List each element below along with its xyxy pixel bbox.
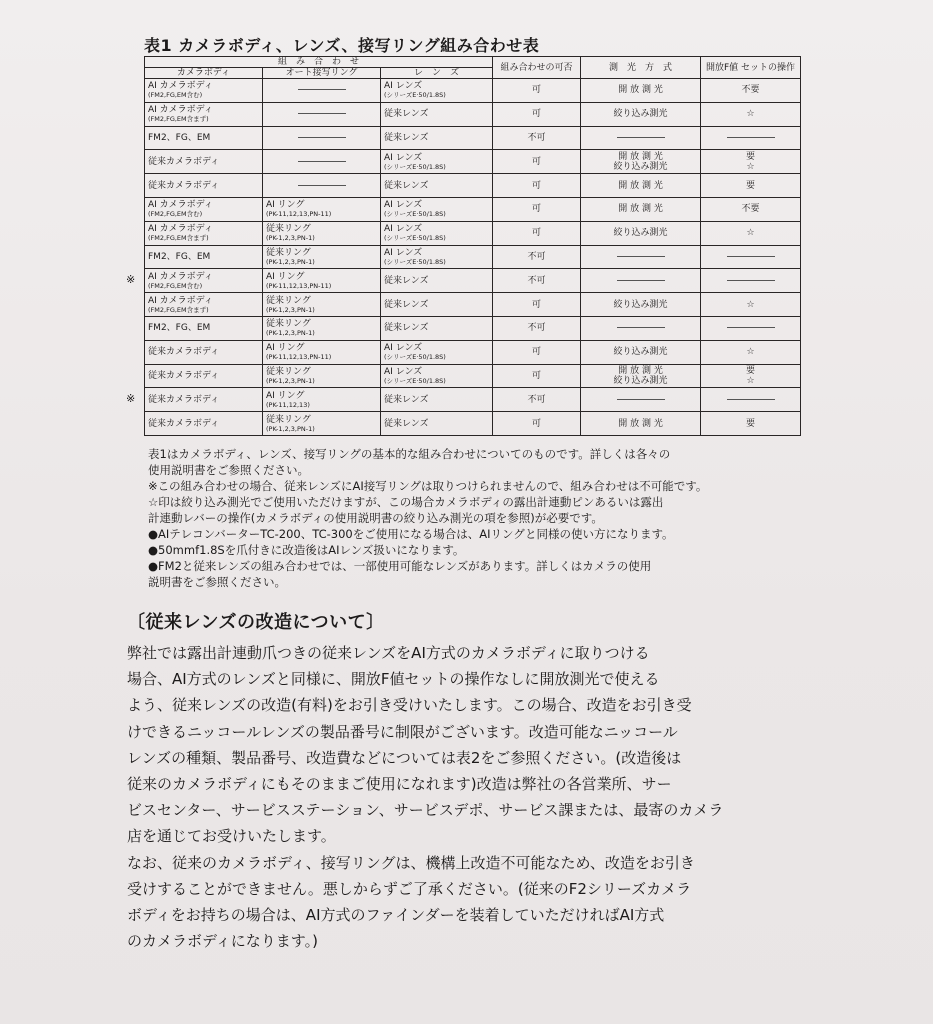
- cell-ring: [263, 412, 381, 436]
- combination-table: [144, 56, 801, 436]
- cell-body: [145, 364, 263, 388]
- body-line: ボディをお持ちの場合は、AI方式のファインダーを装着していただければAI方式: [127, 906, 665, 925]
- possible-value: 不可: [527, 251, 546, 262]
- ring-name: 従来リング: [266, 247, 311, 258]
- metering-value: 開 放 測 光: [618, 418, 663, 429]
- dash-mark: [617, 137, 665, 138]
- cell-fstop: [701, 197, 801, 221]
- cell-ring: [263, 150, 381, 174]
- cell-body: [145, 79, 263, 103]
- header-possible: 組み合わせの可否: [493, 57, 581, 79]
- cell-ring: [263, 364, 381, 388]
- cell-lens: [381, 102, 493, 126]
- body-line: なお、従来のカメラボディ、接写リングは、機構上改造不可能なため、改造をお引き: [127, 853, 695, 872]
- cell-lens: [381, 340, 493, 364]
- cell-possible: [493, 245, 581, 269]
- ring-sub: (PK-1,2,3,PN-1): [266, 234, 315, 243]
- metering-value: 開 放 測 光: [618, 151, 663, 162]
- cell-fstop: [701, 293, 801, 317]
- possible-value: 可: [532, 204, 542, 215]
- dash-mark: [298, 185, 346, 186]
- cell-lens: [381, 269, 493, 293]
- cell-lens: [381, 364, 493, 388]
- cell-possible: [493, 293, 581, 317]
- body-line: けできるニッコールレンズの製品番号に制限がございます。改造可能なニッコール: [127, 722, 678, 741]
- body-line: レンズの種類、製品番号、改造費などについては表2をご参照ください。(改造後は: [127, 748, 682, 767]
- note-line: ※この組み合わせの場合、従来レンズにAI接写リングは取りつけられませんので、組み合わせは不可能です。: [148, 479, 708, 493]
- cell-ring: [263, 174, 381, 198]
- cell-ring: [263, 197, 381, 221]
- cell-metering: [581, 197, 701, 221]
- dash-mark: [617, 327, 665, 328]
- cell-ring: [263, 79, 381, 103]
- lens-name: 従来レンズ: [384, 109, 429, 120]
- body-name: 従来カメラボディ: [148, 394, 220, 405]
- dash-mark: [617, 399, 665, 400]
- cell-lens: [381, 174, 493, 198]
- lens-name: 従来レンズ: [384, 323, 429, 334]
- lens-name: AI レンズ: [384, 200, 423, 211]
- cell-possible: [493, 221, 581, 245]
- possible-value: 可: [532, 85, 542, 96]
- table-row: [145, 340, 801, 364]
- lens-sub: (シリーズE·50/1.8S): [384, 162, 446, 171]
- cell-lens: [381, 316, 493, 340]
- cell-metering: [581, 79, 701, 103]
- lens-name: 従来レンズ: [384, 418, 429, 429]
- note-line: 計連動レバーの操作(カメラボディの使用説明書の絞り込み測光の項を参照)が必要です。: [148, 511, 603, 525]
- ring-name: 従来リング: [266, 224, 311, 235]
- cell-possible: [493, 388, 581, 412]
- lens-name: 従来レンズ: [384, 299, 429, 310]
- header-ring: オート接写リング: [263, 68, 381, 79]
- metering-value-2: 絞り込み測光: [613, 161, 668, 172]
- metering-value: 絞り込み測光: [613, 347, 668, 358]
- cell-body: [145, 316, 263, 340]
- body-name: AI カメラボディ: [148, 271, 213, 282]
- ring-sub: (PK-11,12,13,PN-11): [266, 353, 332, 362]
- possible-value: 不可: [527, 132, 546, 143]
- cell-metering: [581, 412, 701, 436]
- lens-name: 従来レンズ: [384, 394, 429, 405]
- table-row: [145, 316, 801, 340]
- body-line: のカメラボディになります。): [127, 932, 318, 951]
- note-line: 使用説明書をご参照ください。: [148, 463, 309, 477]
- cell-body: [145, 340, 263, 364]
- metering-value: 開 放 測 光: [618, 204, 663, 215]
- ring-name: AI リング: [266, 390, 305, 401]
- table-row: [145, 126, 801, 150]
- body-name: FM2、FG、EM: [148, 132, 211, 143]
- cell-fstop: [701, 245, 801, 269]
- table-row: [145, 269, 801, 293]
- fstop-value-2: ☆: [746, 375, 755, 386]
- fstop-value: 要: [746, 151, 756, 162]
- ring-name: AI リング: [266, 343, 305, 354]
- cell-possible: [493, 102, 581, 126]
- table-title: 表1 カメラボディ、レンズ、接写リング組み合わせ表: [144, 36, 540, 55]
- cell-possible: [493, 79, 581, 103]
- cell-fstop: [701, 150, 801, 174]
- cell-fstop: [701, 364, 801, 388]
- fstop-value: 不要: [741, 85, 760, 96]
- cell-lens: [381, 126, 493, 150]
- lens-name: AI レンズ: [384, 247, 423, 258]
- cell-metering: [581, 126, 701, 150]
- dash-mark: [617, 280, 665, 281]
- cell-fstop: [701, 388, 801, 412]
- body-name: AI カメラボディ: [148, 105, 213, 116]
- cell-ring: [263, 316, 381, 340]
- cell-fstop: [701, 269, 801, 293]
- ring-name: AI リング: [266, 200, 305, 211]
- ring-name: 従来リング: [266, 319, 311, 330]
- ring-sub: (PK-11,12,13,PN-11): [266, 281, 332, 290]
- ring-name: AI リング: [266, 271, 305, 282]
- cell-fstop: [701, 126, 801, 150]
- cell-possible: [493, 340, 581, 364]
- cell-fstop: [701, 221, 801, 245]
- body-sub: (FM2,FG,EM含む): [148, 281, 203, 290]
- dash-mark: [298, 137, 346, 138]
- ring-sub: (PK-1,2,3,PN-1): [266, 424, 315, 433]
- cell-metering: [581, 388, 701, 412]
- note-line: ●FM2と従来レンズの組み合わせでは、一部使用可能なレンズがあります。詳しくはカメラの使用: [148, 559, 652, 573]
- lens-name: AI レンズ: [384, 224, 423, 235]
- body-line: 場合、AI方式のレンズと同様に、開放F値セットの操作なしに開放測光で使える: [127, 670, 660, 689]
- cell-ring: [263, 221, 381, 245]
- body-sub: (FM2,FG,EM含む): [148, 210, 203, 219]
- cell-possible: [493, 174, 581, 198]
- lens-sub: (シリーズE·50/1.8S): [384, 91, 446, 100]
- cell-fstop: [701, 102, 801, 126]
- cell-metering: [581, 269, 701, 293]
- cell-fstop: [701, 316, 801, 340]
- possible-value: 可: [532, 370, 542, 381]
- dash-mark: [617, 256, 665, 257]
- ring-sub: (PK-1,2,3,PN-1): [266, 257, 315, 266]
- cell-lens: [381, 245, 493, 269]
- table-row: [145, 388, 801, 412]
- dash-mark: [727, 327, 775, 328]
- note-line: ☆印は絞り込み測光でご使用いただけますが、この場合カメラボディの露出計連動ピンあるいは露出: [148, 495, 664, 509]
- cell-body: [145, 245, 263, 269]
- table-row: [145, 293, 801, 317]
- cell-fstop: [701, 340, 801, 364]
- header-metering: 測 光 方 式: [581, 57, 701, 79]
- cell-body: [145, 102, 263, 126]
- asterisk-marker: ※: [126, 392, 136, 405]
- cell-ring: [263, 340, 381, 364]
- body-sub: (FM2,FG,EM含まず): [148, 115, 209, 124]
- possible-value: 不可: [527, 394, 546, 405]
- cell-ring: [263, 245, 381, 269]
- body-name: 従来カメラボディ: [148, 370, 220, 381]
- cell-body: [145, 197, 263, 221]
- lens-name: AI レンズ: [384, 343, 423, 354]
- lens-name: AI レンズ: [384, 81, 423, 92]
- body-line: 弊社では露出計連動爪つきの従来レンズをAI方式のカメラボディに取りつける: [127, 644, 650, 662]
- metering-value: 絞り込み測光: [613, 228, 668, 239]
- fstop-value: ☆: [746, 109, 755, 120]
- lens-name: AI レンズ: [384, 366, 423, 377]
- lens-sub: (シリーズE·50/1.8S): [384, 210, 446, 219]
- cell-possible: [493, 269, 581, 293]
- possible-value: 可: [532, 180, 542, 191]
- note-line: ●50mmf1.8Sを爪付きに改造後はAIレンズ扱いになります。: [148, 543, 465, 557]
- body-sub: (FM2,FG,EM含まず): [148, 305, 209, 314]
- cell-fstop: [701, 412, 801, 436]
- table-notes: [148, 446, 808, 590]
- dash-mark: [298, 113, 346, 114]
- cell-lens: [381, 412, 493, 436]
- table-row: [145, 150, 801, 174]
- body-name: 従来カメラボディ: [148, 418, 220, 429]
- possible-value: 可: [532, 109, 542, 120]
- table-row: [145, 221, 801, 245]
- cell-metering: [581, 245, 701, 269]
- cell-lens: [381, 293, 493, 317]
- body-name: FM2、FG、EM: [148, 323, 211, 334]
- cell-ring: [263, 269, 381, 293]
- dash-mark: [298, 161, 346, 162]
- ring-name: 従来リング: [266, 366, 311, 377]
- body-name: AI カメラボディ: [148, 81, 213, 92]
- cell-body: [145, 269, 263, 293]
- lens-sub: (シリーズE·50/1.8S): [384, 234, 446, 243]
- fstop-value: ☆: [746, 228, 755, 239]
- body-sub: (FM2,FG,EM含まず): [148, 234, 209, 243]
- cell-body: [145, 221, 263, 245]
- cell-ring: [263, 388, 381, 412]
- lens-sub: (シリーズE·50/1.8S): [384, 376, 446, 385]
- cell-metering: [581, 293, 701, 317]
- possible-value: 可: [532, 156, 542, 167]
- table-body: [145, 79, 801, 436]
- body-line: ビスセンター、サービスステーション、サービスデポ、サービス課または、最寄のカメラ: [127, 801, 724, 820]
- cell-possible: [493, 412, 581, 436]
- body-name: AI カメラボディ: [148, 224, 213, 235]
- cell-lens: [381, 150, 493, 174]
- cell-metering: [581, 316, 701, 340]
- body-name: AI カメラボディ: [148, 295, 213, 306]
- table-row: [145, 412, 801, 436]
- possible-value: 可: [532, 228, 542, 239]
- cell-metering: [581, 340, 701, 364]
- cell-lens: [381, 197, 493, 221]
- cell-fstop: [701, 174, 801, 198]
- cell-metering: [581, 150, 701, 174]
- cell-body: [145, 126, 263, 150]
- cell-lens: [381, 79, 493, 103]
- table-row: [145, 174, 801, 198]
- body-line: 受けすることができません。悪しからずご了承ください。(従来のF2シリーズカメラ: [127, 879, 692, 898]
- metering-value: 開 放 測 光: [618, 365, 663, 376]
- cell-body: [145, 174, 263, 198]
- header-combination: 組 み 合 わ せ: [145, 57, 493, 68]
- lens-sub: (シリーズE·50/1.8S): [384, 257, 446, 266]
- table-row: [145, 197, 801, 221]
- dash-mark: [727, 280, 775, 281]
- fstop-value: 要: [746, 418, 756, 429]
- cell-possible: [493, 197, 581, 221]
- cell-body: [145, 293, 263, 317]
- body-name: 従来カメラボディ: [148, 180, 220, 191]
- cell-possible: [493, 364, 581, 388]
- note-line: ●AIテレコンバーターTC-200、TC-300をご使用になる場合は、AIリングと同様の使い方になります。: [148, 527, 674, 541]
- cell-body: [145, 150, 263, 174]
- cell-body: [145, 412, 263, 436]
- metering-value-2: 絞り込み測光: [613, 375, 668, 386]
- body-line: 従来のカメラボディにもそのままご使用になれます)改造は弊社の各営業所、サー: [127, 775, 672, 794]
- cell-ring: [263, 126, 381, 150]
- cell-possible: [493, 316, 581, 340]
- cell-metering: [581, 102, 701, 126]
- cell-possible: [493, 126, 581, 150]
- cell-metering: [581, 364, 701, 388]
- fstop-value: 要: [746, 180, 756, 191]
- lens-name: 従来レンズ: [384, 275, 429, 286]
- body-sub: (FM2,FG,EM含む): [148, 91, 203, 100]
- section-title: 〔従来レンズの改造について〕: [127, 612, 385, 633]
- lens-name: AI レンズ: [384, 152, 423, 163]
- asterisk-marker: ※: [126, 273, 136, 286]
- header-fstop: 開放F値 セットの操作: [701, 57, 801, 79]
- header-body: カメラボディ: [145, 68, 263, 79]
- metering-value: 絞り込み測光: [613, 299, 668, 310]
- possible-value: 可: [532, 418, 542, 429]
- fstop-value-2: ☆: [746, 161, 755, 172]
- table-row: [145, 245, 801, 269]
- body-line: 店を通じてお受けいたします。: [127, 827, 336, 846]
- body-line: よう、従来レンズの改造(有料)をお引き受けいたします。この場合、改造をお引き受: [127, 696, 692, 715]
- possible-value: 可: [532, 299, 542, 310]
- cell-metering: [581, 174, 701, 198]
- cell-fstop: [701, 79, 801, 103]
- cell-lens: [381, 388, 493, 412]
- fstop-value: ☆: [746, 347, 755, 358]
- note-line: 表1はカメラボディ、レンズ、接写リングの基本的な組み合わせについてのものです。詳しくは各々の: [148, 447, 671, 461]
- cell-possible: [493, 150, 581, 174]
- cell-lens: [381, 221, 493, 245]
- cell-ring: [263, 293, 381, 317]
- body-name: AI カメラボディ: [148, 200, 213, 211]
- table-row: [145, 364, 801, 388]
- possible-value: 不可: [527, 323, 546, 334]
- fstop-value: 不要: [741, 204, 760, 215]
- lens-sub: (シリーズE·50/1.8S): [384, 353, 446, 362]
- ring-name: 従来リング: [266, 414, 311, 425]
- possible-value: 可: [532, 347, 542, 358]
- cell-metering: [581, 221, 701, 245]
- body-paragraph: [127, 640, 827, 954]
- table-row: [145, 79, 801, 103]
- note-line: 説明書をご参照ください。: [148, 575, 286, 589]
- ring-sub: (PK-11,12,13,PN-11): [266, 210, 332, 219]
- metering-value: 開 放 測 光: [618, 85, 663, 96]
- ring-sub: (PK-11,12,13): [266, 400, 310, 409]
- header-lens: レ ン ズ: [381, 68, 493, 79]
- fstop-value: 要: [746, 365, 756, 376]
- ring-sub: (PK-1,2,3,PN-1): [266, 329, 315, 338]
- ring-sub: (PK-1,2,3,PN-1): [266, 376, 315, 385]
- metering-value: 開 放 測 光: [618, 180, 663, 191]
- dash-mark: [298, 89, 346, 90]
- body-name: 従来カメラボディ: [148, 347, 220, 358]
- possible-value: 不可: [527, 275, 546, 286]
- lens-name: 従来レンズ: [384, 132, 429, 143]
- fstop-value: ☆: [746, 299, 755, 310]
- ring-sub: (PK-1,2,3,PN-1): [266, 305, 315, 314]
- cell-body: [145, 388, 263, 412]
- body-name: 従来カメラボディ: [148, 156, 220, 167]
- ring-name: 従来リング: [266, 295, 311, 306]
- body-name: FM2、FG、EM: [148, 251, 211, 262]
- lens-name: 従来レンズ: [384, 180, 429, 191]
- table-row: [145, 102, 801, 126]
- dash-mark: [727, 256, 775, 257]
- dash-mark: [727, 399, 775, 400]
- dash-mark: [727, 137, 775, 138]
- metering-value: 絞り込み測光: [613, 109, 668, 120]
- cell-ring: [263, 102, 381, 126]
